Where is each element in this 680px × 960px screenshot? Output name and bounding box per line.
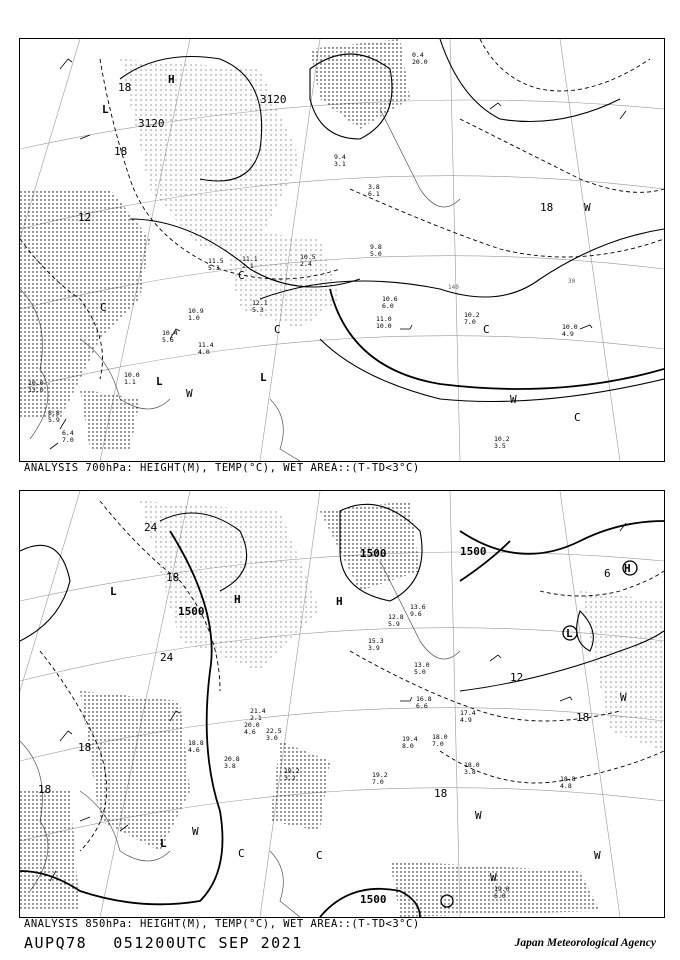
chart-identifier [24,934,329,952]
warm-center: W [192,825,199,838]
isotherm-label: 18 [78,741,92,754]
station-obs: 0.4 20.0 [412,51,428,66]
station-obs: 12.8 5.9 [388,613,404,628]
map-panel-850hpa [19,490,665,918]
isotherm-label: 18 [434,787,448,800]
station-obs: 10.2 3.5 [494,435,510,450]
station-obs: 10.4 5.6 [162,329,178,344]
agency-name: Japan Meteorological Agency [514,937,656,949]
station-obs: 19.4 8.0 [402,735,418,750]
warm-center: W [490,871,497,884]
map-panel-700hpa [19,38,665,462]
station-obs: 10.0 1.1 [124,371,140,386]
high-center: H [234,593,241,606]
isotherm-label: 6 [604,567,611,580]
grid-label: 140 [448,284,459,291]
cold-center: C [483,323,490,336]
height-contours-bold [330,289,664,389]
cold-center: C [574,411,581,424]
station-obs: 19.0 6.0 [494,885,510,900]
station-obs: 11.4 4.0 [198,341,214,356]
station-obs: 10.9 1.0 [188,307,204,322]
station-obs: 9.4 3.1 [334,153,346,168]
low-center: L [566,627,573,640]
isotherm-label: 24 [160,651,174,664]
station-obs: 18.0 7.0 [432,733,448,748]
station-obs: 13.0 5.0 [414,661,430,676]
height-label: 1500 [178,605,205,618]
station-obs: 22.5 3.0 [266,727,282,742]
height-label: 3120 [138,117,165,130]
station-obs: 12.1 5.3 [252,299,268,314]
station-obs: 10.6 6.0 [382,295,398,310]
isotherm-label: 24 [144,521,158,534]
grid-label: 30 [568,278,576,285]
warm-center: W [186,387,193,400]
station-obs: 10.2 7.0 [464,311,480,326]
station-obs: 21.4 2.1 [250,707,266,722]
station-obs: 3.8 6.1 [368,183,380,198]
height-label: 1500 [460,545,487,558]
station-obs: 10.0 13.0 [28,379,44,394]
high-center: H [168,73,175,86]
station-obs: 19.2 3.2 [284,767,300,782]
caption-700hpa: ANALYSIS 700hPa: HEIGHT(M), TEMP(°C), WET AREA::(T-TD<3°C) [24,462,420,474]
station-obs: 20.0 4.6 [244,721,260,736]
chart-time: 051200UTC SEP 2021 [113,934,303,952]
isotherm-label: 18 [576,711,590,724]
station-obs: 18.8 4.6 [188,739,204,754]
warm-center: W [594,849,601,862]
isotherm-label: 18 [540,201,554,214]
isotherm-label: 18 [118,81,132,94]
height-label: 1500 [360,893,387,906]
isotherm-label: 18 [38,783,52,796]
station-obs: 18.0 3.8 [464,761,480,776]
warm-center: W [620,691,627,704]
station-obs: 13.6 9.6 [410,603,426,618]
cold-center: C [100,301,107,314]
station-obs: 9.8 5.0 [370,243,382,258]
station-obs: 20.8 3.8 [224,755,240,770]
station-obs: 15.3 3.9 [368,637,384,652]
isotherm-label: 18 [166,571,180,584]
height-label: 1500 [360,547,387,560]
low-center: L [160,837,167,850]
low-center: L [156,375,163,388]
caption-850hpa: ANALYSIS 850hPa: HEIGHT(M), TEMP(°C), WET AREA::(T-TD<3°C) [24,918,420,930]
station-obs: 10.5 2.4 [300,253,316,268]
station-obs: 11.0 10.0 [376,315,392,330]
low-center: L [260,371,267,384]
low-center: L [110,585,117,598]
station-obs: 18.8 4.8 [560,775,576,790]
weather-chart-700hpa [20,39,664,461]
isotherm-label: 12 [78,211,92,224]
station-obs: 11.1 2.1 [242,255,258,270]
station-obs: 16.8 6.6 [416,695,432,710]
cold-center: C [316,849,323,862]
high-center: H [624,562,631,575]
station-obs: 8.8 5.9 [48,409,60,424]
chart-code: AUPQ78 [24,934,88,952]
warm-center: W [475,809,482,822]
height-label: 3120 [260,93,287,106]
station-obs: 11.5 5.3 [208,257,224,272]
station-obs: 6.4 7.0 [62,429,74,444]
station-obs: 17.4 4.9 [460,709,476,724]
wet-area [20,501,664,917]
isotherm-label: 12 [510,671,524,684]
high-center: H [336,595,343,608]
warm-center: W [510,393,517,406]
weather-chart-850hpa [20,491,664,917]
warm-center: W [584,201,591,214]
low-center: L [102,103,109,116]
isotherm-label: 18 [114,145,128,158]
cold-center: C [238,269,245,282]
station-obs: 10.0 4.9 [562,323,578,338]
cold-center: C [238,847,245,860]
station-obs: 19.2 7.0 [372,771,388,786]
cold-center: C [274,323,281,336]
